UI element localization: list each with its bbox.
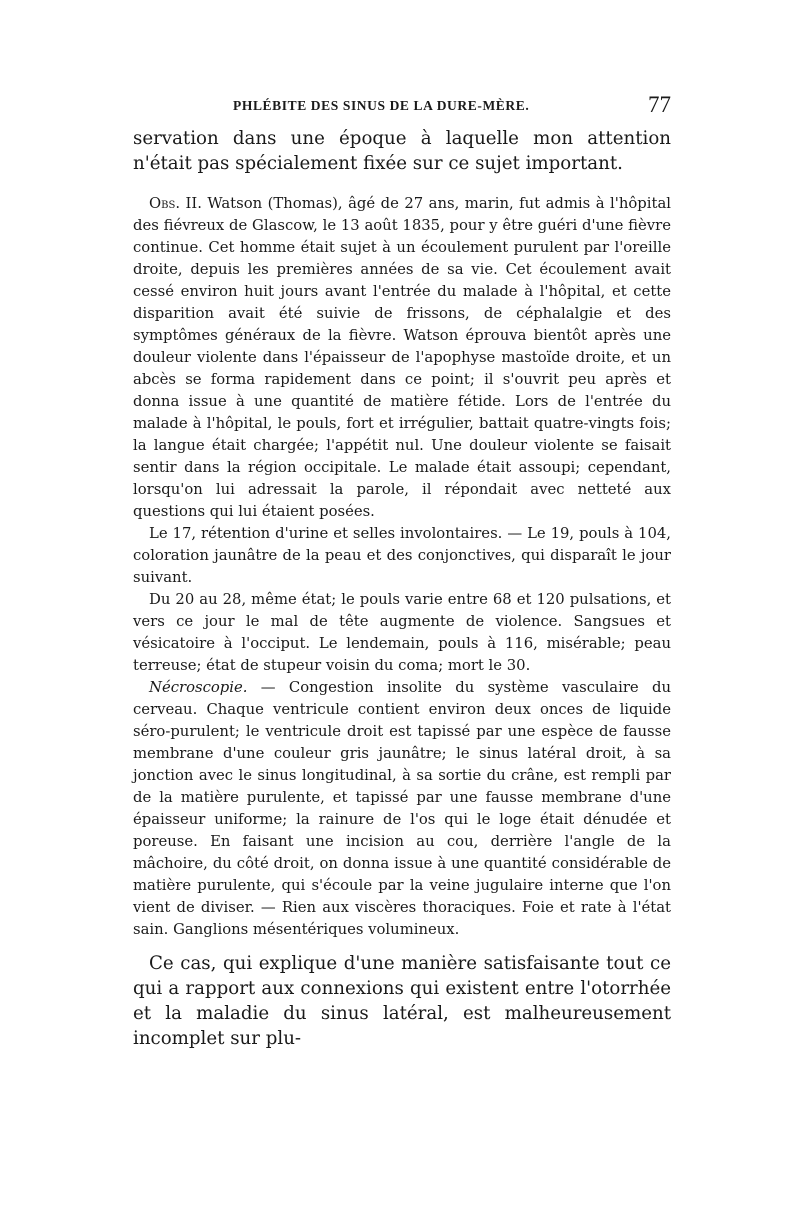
paragraph-day-20: Du 20 au 28, même état; le pouls varie entre 68 et 120 pulsations, et vers ce jour le mal de tête augmente de violence. Sangsues et vésicatoire à l'occiput. Le lendemain, pouls à 116, misérable; peau terreuse; état de stupeur voisin du coma; mort le 30. [133,591,671,674]
paragraph-necroscopy [133,677,671,941]
observation-label: Obs. II. [149,195,202,212]
running-head [133,92,671,126]
paragraph-conclusion: Ce cas, qui explique d'une manière satisfaisante tout ce qui a rapport aux connexions qui existent entre l'otorrhée et la maladie du sinus latéral, est malheureusement incomplet sur plu- [133,953,671,1049]
book-page [133,92,671,1051]
paragraph-observation [133,193,671,523]
paragraph-day-17: Le 17, rétention d'urine et selles involontaires. — Le 19, pouls à 104, coloration jaunâtre de la peau et des conjonctives, qui disparaît le jour suivant. [133,525,671,586]
observation-text: Watson (Thomas), âgé de 27 ans, marin, fut admis à l'hôpital des fiévreux de Glascow, le 13 août 1835, pour y être guéri d'une fièvre continue. Cet homme était sujet à un écoulement purulent par l'oreille droite, depuis les premières années de sa vie. Cet écoulement avait cessé environ huit jours avant l'entrée du malade à l'hôpital, et cette disparition avait été suivie de frissons, de céphalalgie et des symptômes généraux de la fièvre. Watson éprouva bientôt après une douleur violente dans l'épaisseur de l'apophyse mastoïde droite, et un abcès se forma rapidement dans ce point; il s'ouvrit peu après et donna issue à une quantité de matière fétide. Lors de l'entrée du malade à l'hôpital, le pouls, fort et irrégulier, battait quatre-vingts fois; la langue était chargée; l'appétit nul. Une douleur violente se faisait sentir dans la région occipitale. Le malade était assoupi; cependant, lorsqu'on lui adressait la parole, il répondait avec netteté aux questions qui lui étaient posées. [133,195,671,520]
running-title: PHLÉBITE DES SINUS DE LA DURE-MÈRE. [233,98,530,113]
page-number: 77 [648,92,671,117]
necroscopy-label: Nécroscopie. [149,679,248,696]
paragraph-intro: servation dans une époque à laquelle mon attention n'était pas spécialement fixée sur ce sujet important. [133,128,671,174]
necroscopy-text: — Congestion insolite du système vasculaire du cerveau. Chaque ventricule contient environ deux onces de liquide séro-purulent; le ventricule droit est tapissé par une espèce de fausse membrane d'une couleur gris jaunâtre; le sinus latéral droit, à sa jonction avec le sinus longitudinal, à sa sortie du crâne, est rempli par de la matière purulente, et tapissé par une fausse membrane d'une épaisseur uniforme; la rainure de l'os qui le loge était dénudée et poreuse. En faisant une incision au cou, derrière l'angle de la mâchoire, du côté droit, on donna issue à une quantité considérable de matière purulente, qui s'écoule par la veine jugulaire interne que l'on vient de diviser. — Rien aux viscères thoraciques. Foie et rate à l'état sain. Ganglions mésentériques volumineux. [133,679,671,938]
